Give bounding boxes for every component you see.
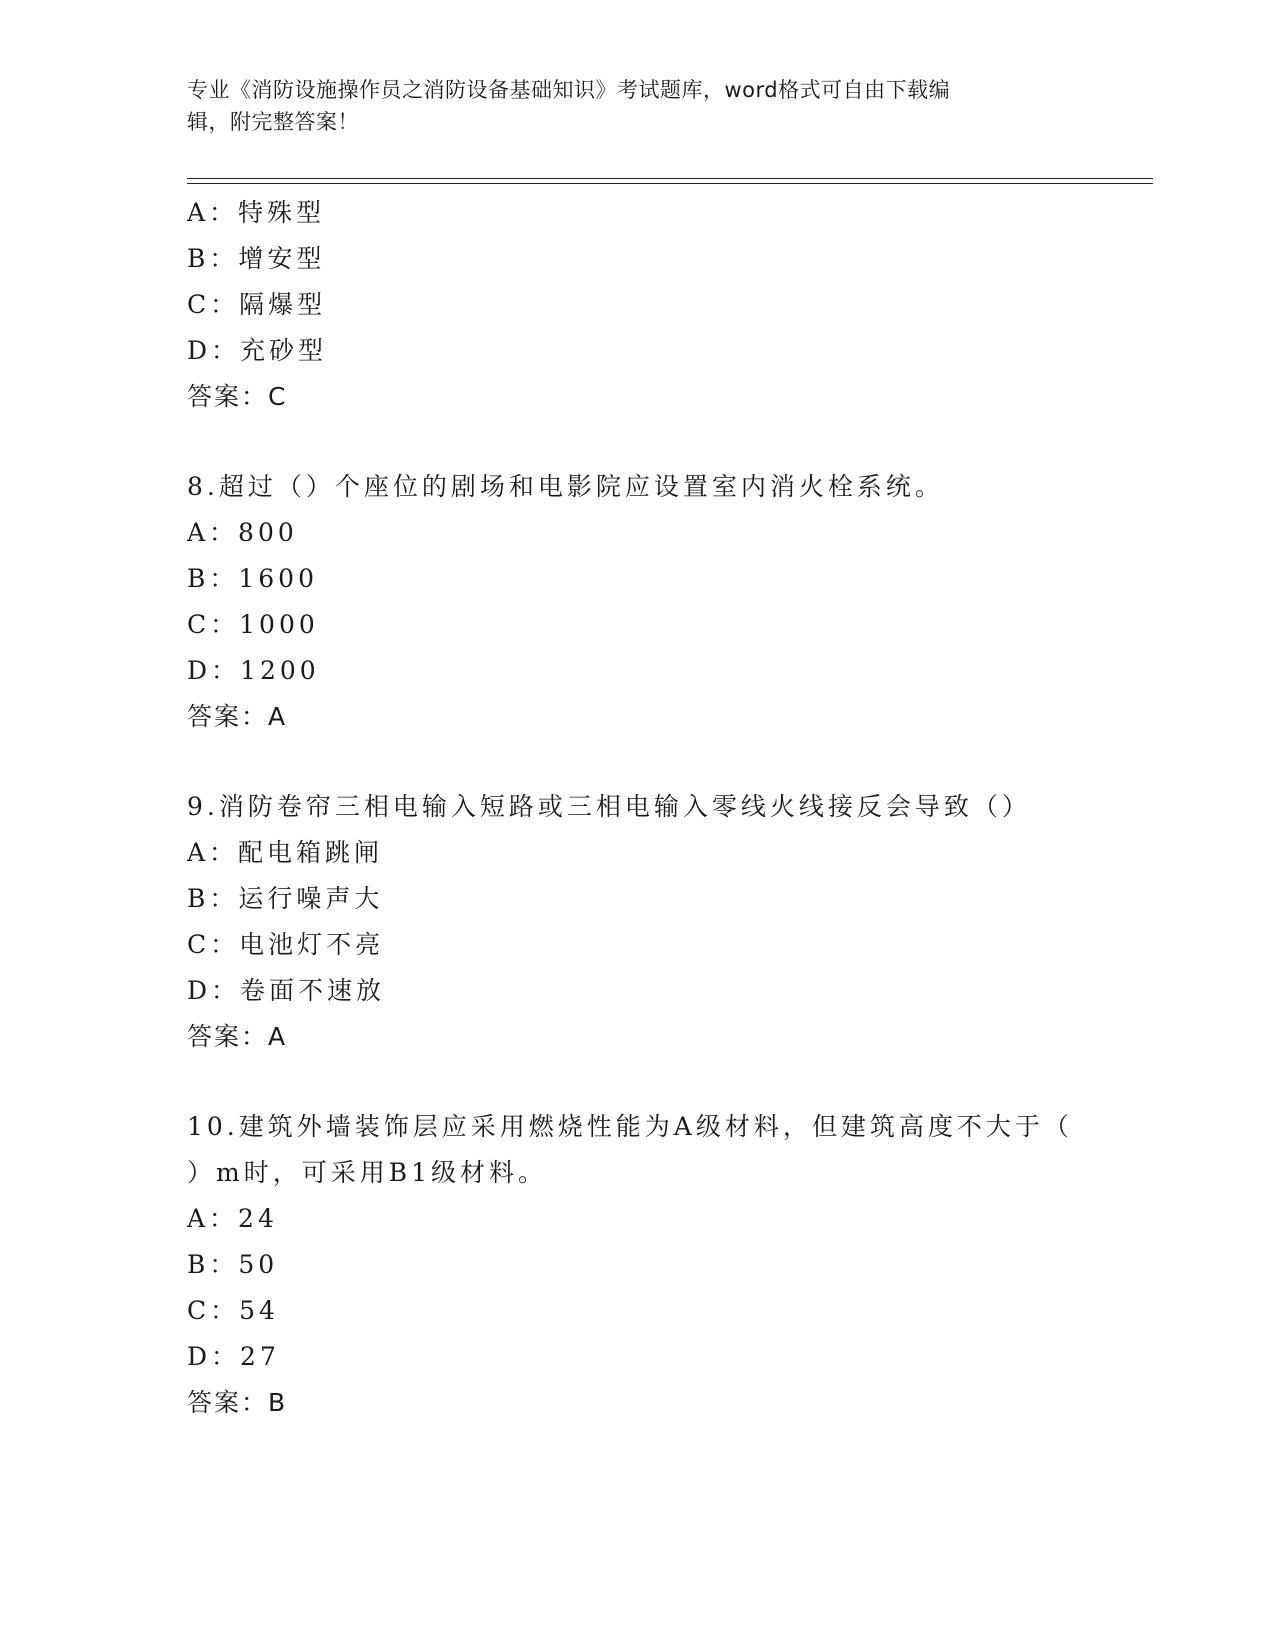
header-divider-bottom (187, 183, 1153, 184)
option-d: D：充砂型 (187, 336, 328, 365)
question-text-line-1: 10.建筑外墙装饰层应采用燃烧性能为A级材料，但建筑高度不大于（ (187, 1112, 1073, 1141)
question-list (187, 190, 1087, 1426)
answer: 答案：A (187, 702, 288, 731)
option-c: C：隔爆型 (187, 290, 327, 319)
option-b: B：1600 (187, 564, 318, 593)
question-text-line-2: ）m时，可采用B1级材料。 (187, 1158, 547, 1187)
option-d: D：卷面不速放 (187, 976, 386, 1005)
header-line-1: 专业《消防设施操作员之消防设备基础知识》考试题库，word格式可自由下载编 (187, 78, 951, 102)
option-a: A：24 (187, 1204, 278, 1233)
option-b: B：增安型 (187, 244, 326, 273)
document-header (187, 74, 1067, 138)
spacer (187, 740, 1087, 784)
option-c: C：54 (187, 1296, 279, 1325)
answer: 答案：C (187, 382, 288, 411)
option-d: D：1200 (187, 656, 320, 685)
option-a: A：配电箱跳闸 (187, 838, 384, 867)
option-b: B：50 (187, 1250, 279, 1279)
header-line-2: 辑，附完整答案！ (187, 110, 359, 134)
option-c: C：1000 (187, 610, 319, 639)
option-c: C：电池灯不亮 (187, 930, 385, 959)
spacer (187, 420, 1087, 464)
question-8 (187, 464, 1087, 740)
header-divider-top (187, 178, 1153, 179)
question-text: 9.消防卷帘三相电输入短路或三相电输入零线火线接反会导致（） (187, 792, 1031, 821)
option-b: B：运行噪声大 (187, 884, 384, 913)
question-7 (187, 190, 1087, 420)
answer: 答案：B (187, 1388, 288, 1417)
option-a: A：800 (187, 518, 298, 547)
option-d: D：27 (187, 1342, 280, 1371)
option-a: A：特殊型 (187, 198, 326, 227)
question-9 (187, 784, 1087, 1060)
answer: 答案：A (187, 1022, 288, 1051)
question-10 (187, 1104, 1087, 1426)
question-text: 8.超过（）个座位的剧场和电影院应设置室内消火栓系统。 (187, 472, 944, 501)
spacer (187, 1060, 1087, 1104)
